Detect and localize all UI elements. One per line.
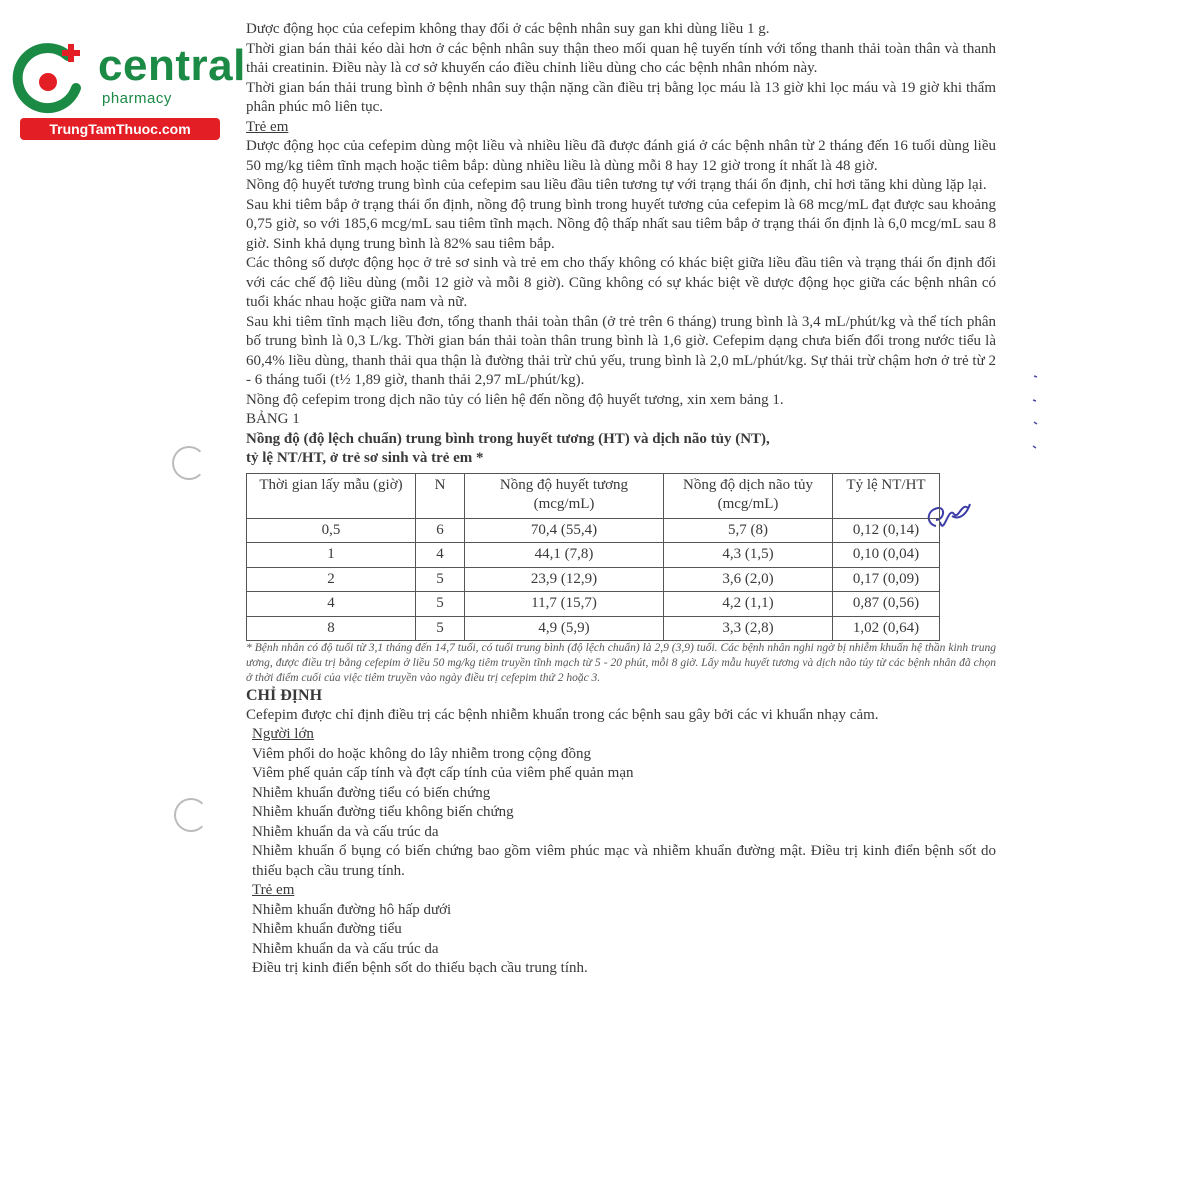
header-plasma-concentration: Nồng độ huyết tương (mcg/mL) [465, 473, 664, 518]
indication-child-item: Nhiễm khuẩn da và cấu trúc da [252, 940, 439, 957]
paragraph: Dược động học của cefepim không thay đổi ở các bệnh nhân suy gan khi dùng liều 1 g. [246, 21, 770, 37]
table-cell: 3,6 (2,0) [664, 567, 833, 592]
table-cell: 1 [247, 543, 416, 568]
indication-adult-item: Nhiễm khuẩn đường tiểu có biến chứng [252, 784, 491, 801]
table-cell: 0,87 (0,56) [833, 592, 940, 617]
table-cell: 6 [416, 518, 465, 543]
table-cell: 0,12 (0,14) [833, 518, 940, 543]
indication-adult-item: Viêm phế quản cấp tính và đợt cấp tính của viêm phế quản mạn [252, 765, 634, 781]
paragraph: Thời gian bán thải trung bình ở bệnh nhân suy thận nặng cần điều trị bằng lọc máu là 13 giờ khi lọc máu và 19 giờ khi thẩm phân phúc mô liên tục. [246, 79, 996, 115]
header-sampling-time: Thời gian lấy mẫu (giờ) [247, 473, 416, 518]
table-cell: 0,10 (0,04) [833, 543, 940, 568]
indication-child-item: Nhiễm khuẩn đường hô hấp dưới [252, 901, 452, 918]
table-title-line1: Nồng độ (độ lệch chuẩn) trung bình trong huyết tương (HT) và dịch não tủy (NT), [246, 430, 770, 447]
table-footnote: * Bệnh nhân có độ tuổi từ 3,1 tháng đến 14,7 tuổi, có tuổi trung bình (độ lệch chuẩn) là 2,9 (3,9) tuổi. Các bệnh nhân nghi ngờ bị nhiễm khuẩn hệ thần kinh trung ương, được điều trị bằng cefepim ở liều 50 mg/kg tiêm truyền tĩnh mạch từ 5 - 20 phút, mỗi 8 giờ. Lấy mẫu huyết tương và dịch não tủy từ các bệnh nhân đã chọn ở thời điểm cuối của việc tiêm truyền vào ngày điều trị cefepim thứ 2 hoặc 3. [246, 642, 996, 684]
table-cell: 3,3 (2,8) [664, 616, 833, 641]
paragraph: Dược động học của cefepim dùng một liều và nhiều liều đã được đánh giá ở các bệnh nhân từ 2 tháng đến 16 tuổi dùng liều 50 mg/kg tiêm tĩnh mạch hoặc tiêm bắp: dùng nhiều liều là dùng mỗi 8 hay 12 giờ trong ít nhất là 48 giờ. [246, 138, 996, 174]
indication-adult-item: Nhiễm khuẩn đường tiểu không biến chứng [252, 804, 514, 820]
paragraph: Sau khi tiêm bắp ở trạng thái ổn định, nồng độ trung bình trong huyết tương của cefepim là 68 mcg/mL đạt được sau khoảng 0,75 giờ, so với 185,6 mcg/mL sau tiêm tĩnh mạch. Nồng độ thấp nhất sau tiêm bắp ở trạng thái ổn định là 6,0 mcg/mL sau 8 giờ. Sinh khả dụng trung bình là 82% sau tiêm bắp. [246, 196, 996, 252]
brand-logo[interactable] [10, 38, 246, 138]
table-row [247, 543, 940, 568]
header-n: N [416, 473, 465, 518]
table-cell: 23,9 (12,9) [465, 567, 664, 592]
indication-intro: Cefepim được chỉ định điều trị các bệnh nhiễm khuẩn trong các bệnh sau gây bởi các vi khuẩn nhạy cảm. [246, 706, 879, 723]
subheading-children: Trẻ em [246, 118, 289, 135]
brand-subtitle: pharmacy [102, 90, 172, 107]
paragraph: Nồng độ cefepim trong dịch não tủy có liên hệ đến nồng độ huyết tương, xin xem bảng 1. [246, 391, 784, 408]
indication-child-item: Nhiễm khuẩn đường tiểu [252, 921, 402, 937]
brand-website[interactable]: TrungTamThuoc.com [20, 118, 220, 140]
table-cell: 4 [416, 543, 465, 568]
subheading-children-indication: Trẻ em [252, 882, 295, 898]
table-cell: 8 [247, 616, 416, 641]
table-title-line2: tỷ lệ NT/HT, ở trẻ sơ sinh và trẻ em * [246, 450, 484, 466]
paragraph: Các thông số dược động học ở trẻ sơ sinh và trẻ em cho thấy không có khác biệt giữa liều đầu tiên và trạng thái ổn định đối với các chế độ liều dùng (mỗi 12 giờ và mỗi 8 giờ). Cũng không có sự khác biệt về dược động học giữa các bệnh nhân có tuổi khác nhau hoặc giữa nam và nữ. [246, 255, 996, 310]
table-cell: 1,02 (0,64) [833, 616, 940, 641]
table-row [247, 518, 940, 543]
table-cell: 70,4 (55,4) [465, 518, 664, 543]
subheading-adults: Người lớn [252, 726, 314, 742]
document-body [246, 20, 996, 979]
table-cell: 5 [416, 592, 465, 617]
indication-adult-item: Nhiễm khuẩn da và cấu trúc da [252, 823, 439, 840]
table-row [247, 592, 940, 617]
header-ratio: Tỷ lệ NT/HT [833, 473, 940, 518]
table-cell: 5 [416, 616, 465, 641]
table-cell: 0,5 [247, 518, 416, 543]
header-csf-concentration: Nồng độ dịch não tủy (mcg/mL) [664, 473, 833, 518]
table-cell: 4,2 (1,1) [664, 592, 833, 617]
concentration-table [246, 473, 940, 642]
table-cell: 0,17 (0,09) [833, 567, 940, 592]
paragraph: Sau khi tiêm tĩnh mạch liều đơn, tổng thanh thải toàn thân (ở trẻ trên 6 tháng) trung bình là 3,4 mL/phút/kg và thể tích phân bố trung bình là 0,3 L/kg. Thời gian bán thải toàn thân trung bình là 1,6 giờ. Cefepim dạng chưa biến đổi trong nước tiểu là 60,4% liều dùng, thanh thải qua thận là đường thải trừ chủ yếu, trung bình là 2,0 mL/phút/kg. Sự thải trừ chậm hơn ở trẻ từ 2 - 6 tháng tuổi (t½ 1,89 giờ, thanh thải 2,97 mL/phút/kg). [246, 313, 996, 388]
table-cell: 11,7 (15,7) [465, 592, 664, 617]
indication-child-item: Điều trị kinh điển bệnh sốt do thiếu bạch cầu trung tính. [252, 960, 588, 976]
section-heading-indication: CHỈ ĐỊNH [246, 687, 323, 704]
paragraph: Thời gian bán thải kéo dài hơn ở các bệnh nhân suy thận theo mối quan hệ tuyến tính với tổng thanh thải toàn thân và thanh thải creatinin. Điều này là cơ sở khuyến cáo điều chỉnh liều dùng cho các bệnh nhân nhóm này. [246, 40, 996, 76]
table-caption: BẢNG 1 [246, 411, 300, 427]
table-cell: 4,3 (1,5) [664, 543, 833, 568]
table-row [247, 567, 940, 592]
table-cell: 5,7 (8) [664, 518, 833, 543]
table-cell: 5 [416, 567, 465, 592]
table-header-row [247, 473, 940, 518]
paragraph: Nồng độ huyết tương trung bình của cefepim sau liều đầu tiên tương tự với trạng thái ổn định, chỉ hơi tăng khi dùng lặp lại. [246, 177, 987, 193]
table-row [247, 616, 940, 641]
table-cell: 4 [247, 592, 416, 617]
table-cell: 44,1 (7,8) [465, 543, 664, 568]
indication-adult-item: Nhiễm khuẩn ổ bụng có biến chứng bao gồm viêm phúc mạc và nhiễm khuẩn đường mật. Điều trị kinh điển bệnh sốt do thiếu bạch cầu trung tính. [252, 843, 996, 879]
indication-adult-item: Viêm phổi do hoặc không do lây nhiễm trong cộng đồng [252, 745, 592, 762]
punch-hole-top [172, 446, 206, 480]
margin-tick-marks [1030, 370, 1050, 460]
brand-name: central [98, 41, 246, 90]
punch-hole-bottom [174, 798, 208, 832]
central-pharmacy-logo-icon [10, 38, 90, 118]
table-cell: 2 [247, 567, 416, 592]
table-cell: 4,9 (5,9) [465, 616, 664, 641]
